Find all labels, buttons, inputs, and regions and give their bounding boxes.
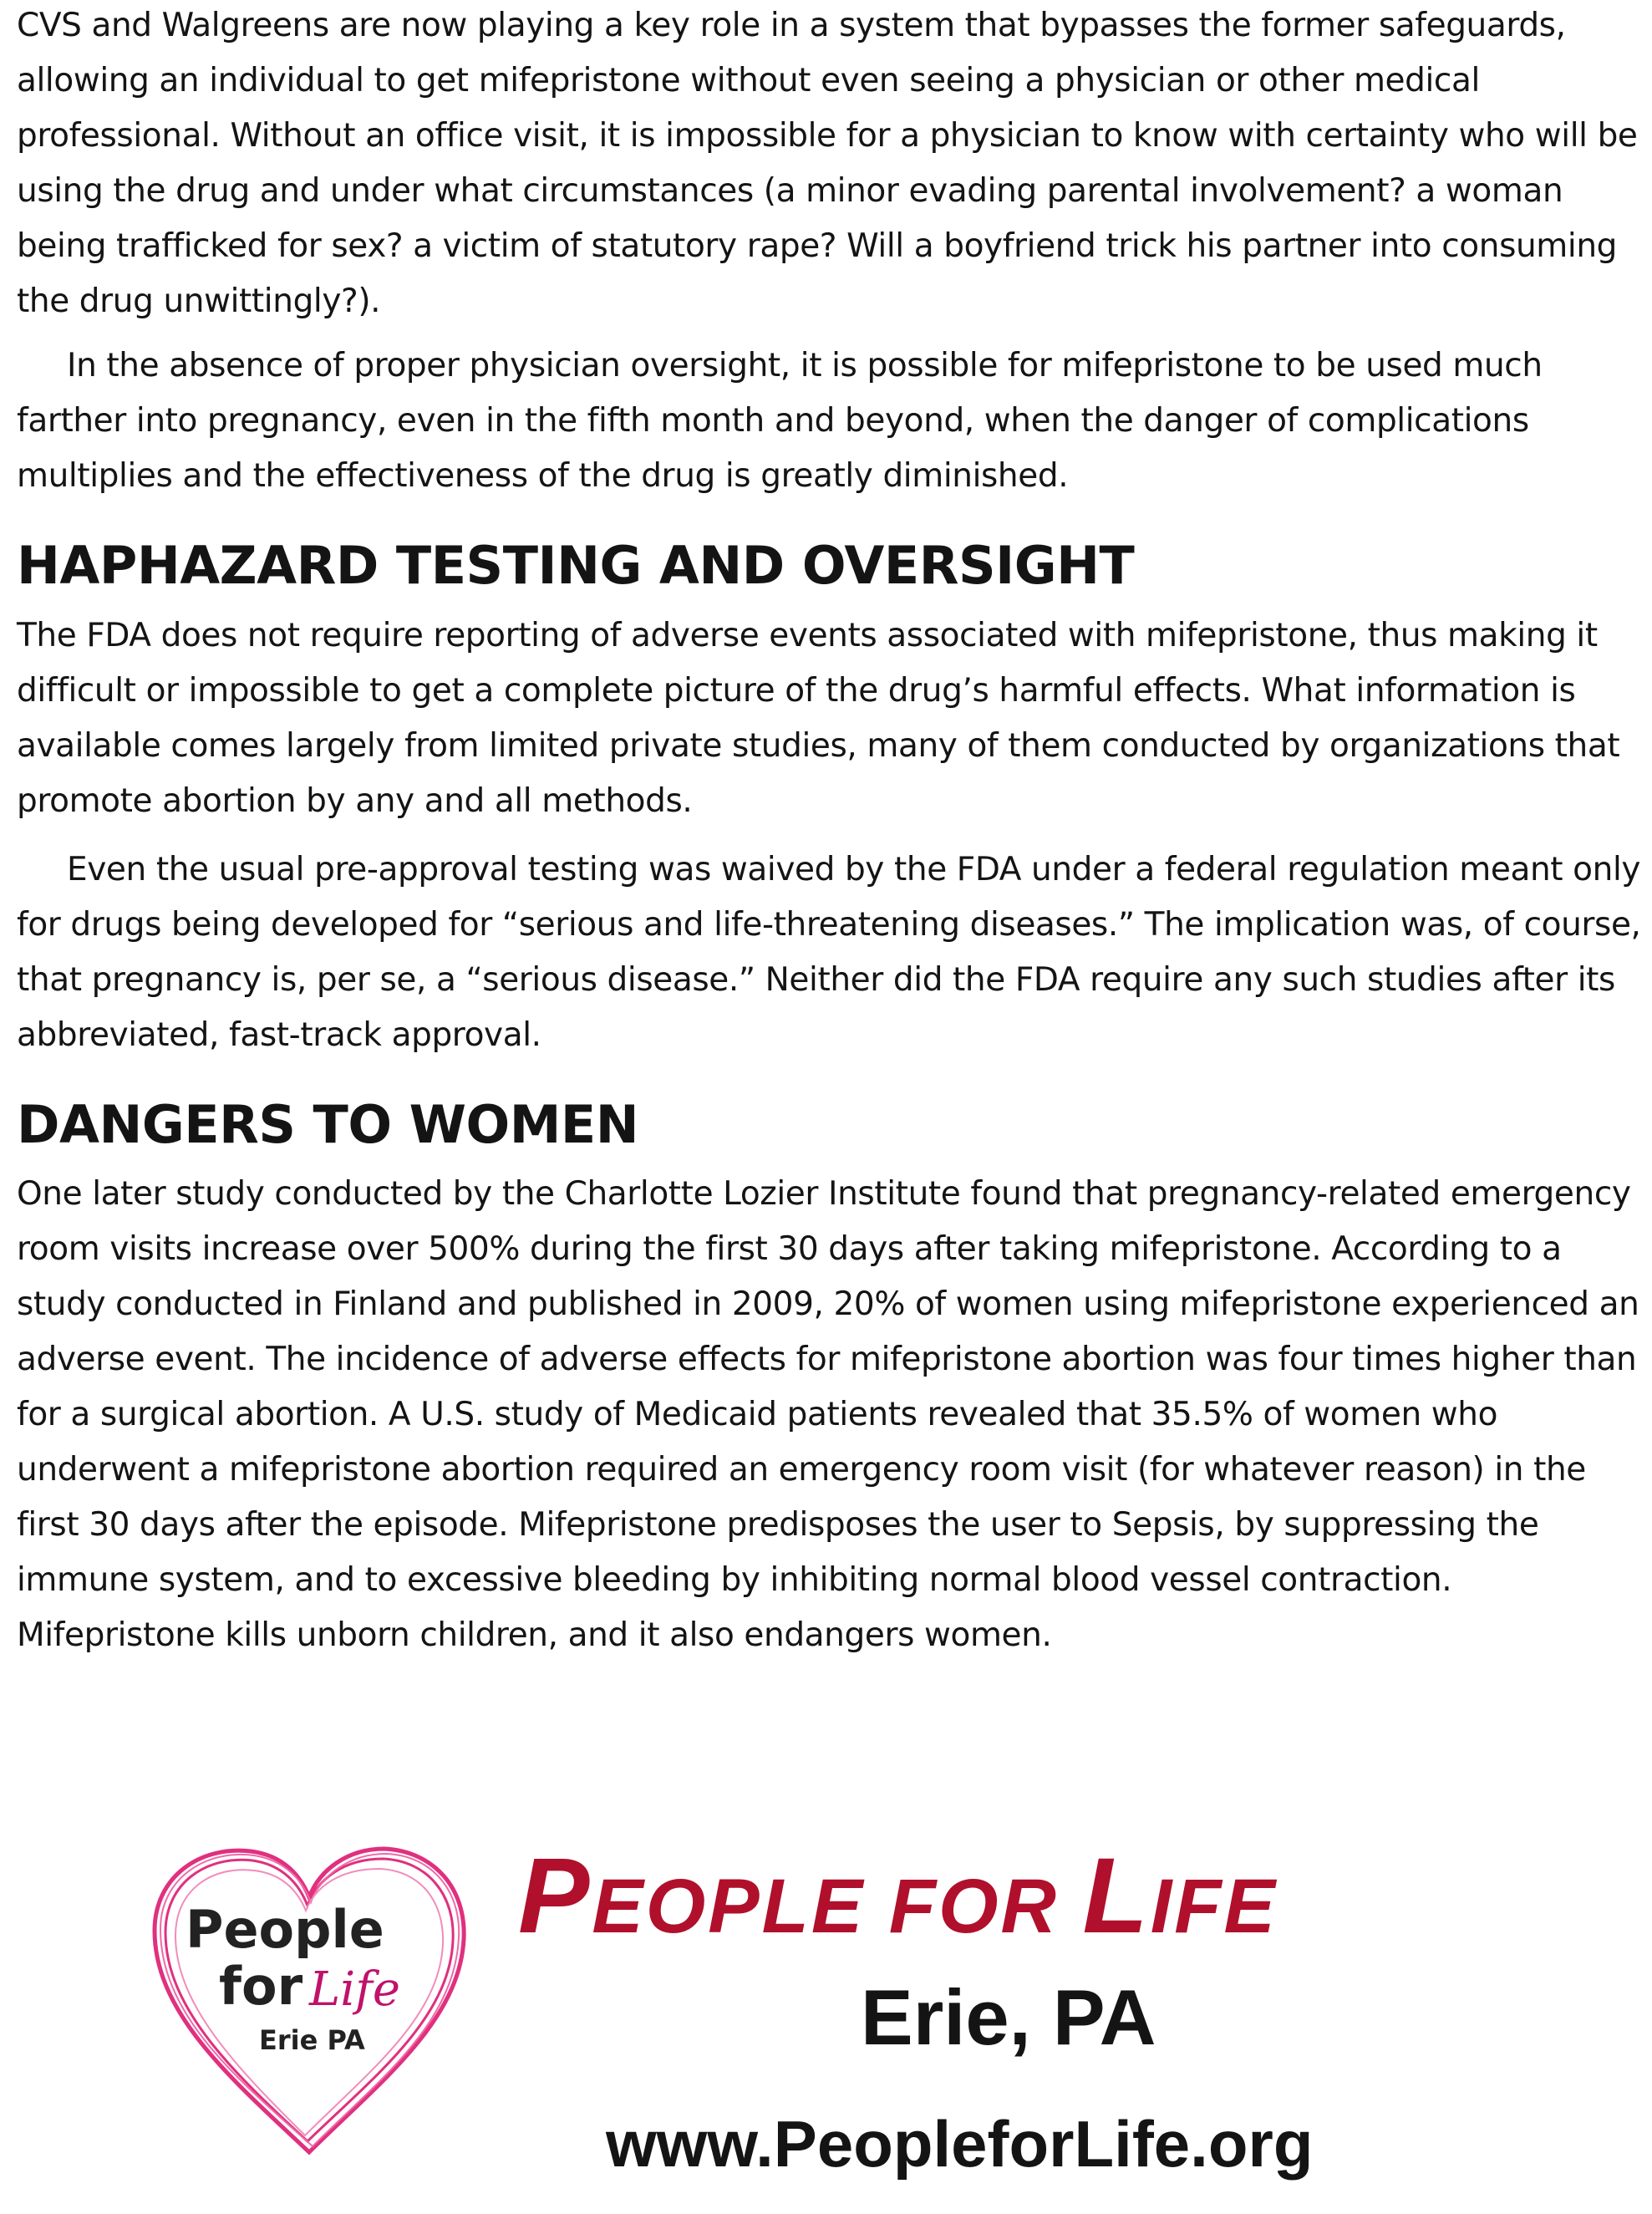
- website-link[interactable]: www.PeopleforLife.org: [606, 2107, 1314, 2181]
- logo-text-people: People: [186, 1899, 384, 1960]
- paragraph-pharmacy-access: CVS and Walgreens are now playing a key role in a system that bypasses the former safeguards, allowing an individual to get mifepristone without even seeing a physician or other medical professional. Without an office visit, it is impossible for a physician to know with certainty who will be using the drug and under what circumstances (a minor evading parental involvement? a woman being trafficked for sex? a victim of statutory rape? Will a boyfriend trick his partner into consuming the drug unwittingly?).: [17, 7, 1638, 320]
- logo-text-for: for: [219, 1956, 303, 2017]
- brand-title: [518, 1835, 1278, 1957]
- paragraph-dangers-studies: One later study conducted by the Charlotte Lozier Institute found that pregnancy-related emergency room visits increase over 500% during the first 30 days after taking mifepristone. According to a study conducted in Finland and published in 2009, 20% of women using mifepristone experienced an adverse event. The incidence of adverse effects for mifepristone abortion was four times higher than for a surgical abortion. A U.S. study of Medicaid patients revealed that 35.5% of women who underwent a mifepristone abortion required an emergency room visit (for whatever reason) in the first 30 days after the episode. Mifepristone predisposes the user to Sepsis, by suppressing the immune system, and to excessive bleeding by inhibiting normal blood vessel contraction. Mifepristone kills unborn children, and it also endangers women.: [17, 1175, 1639, 1654]
- brand-title-eople-for: EOPLE FOR: [592, 1864, 1083, 1949]
- paragraph-adverse-events: The FDA does not require reporting of adverse events associated with mifepristone, thus making it difficult or impossible to get a complete picture of the drug’s harmful effects. What information is available comes largely from limited private studies, many of them conducted by organizations that promote abortion by any and all methods.: [17, 617, 1620, 820]
- paragraph-physician-oversight: In the absence of proper physician oversight, it is possible for mifepristone to be used much farther into pregnancy, even in the fifth month and beyond, when the danger of complications multiplies and the effectiveness of the drug is greatly diminished.: [17, 347, 1543, 495]
- people-for-life-logo: [134, 1830, 485, 2165]
- logo-text-erie-pa: Erie PA: [259, 2024, 365, 2056]
- paragraph-pre-approval-testing: Even the usual pre-approval testing was waived by the FDA under a federal regulation meant only for drugs being developed for “serious and life-threatening diseases.” The implication was, of course, that pregnancy is, per se, a “serious disease.” Neither did the FDA require any such studies after its abbreviated, fast-track approval.: [17, 851, 1641, 1054]
- brand-city: Erie, PA: [861, 1973, 1156, 2061]
- heading-haphazard-testing: HAPHAZARD TESTING AND OVERSIGHT: [17, 535, 1135, 596]
- heading-dangers-to-women: DANGERS TO WOMEN: [17, 1094, 639, 1155]
- brand-title-initial-l: L: [1082, 1836, 1151, 1956]
- brand-title-ife: IFE: [1150, 1864, 1278, 1949]
- logo-text-life-script: Life: [309, 1962, 400, 2017]
- brand-title-initial-p: P: [518, 1836, 592, 1956]
